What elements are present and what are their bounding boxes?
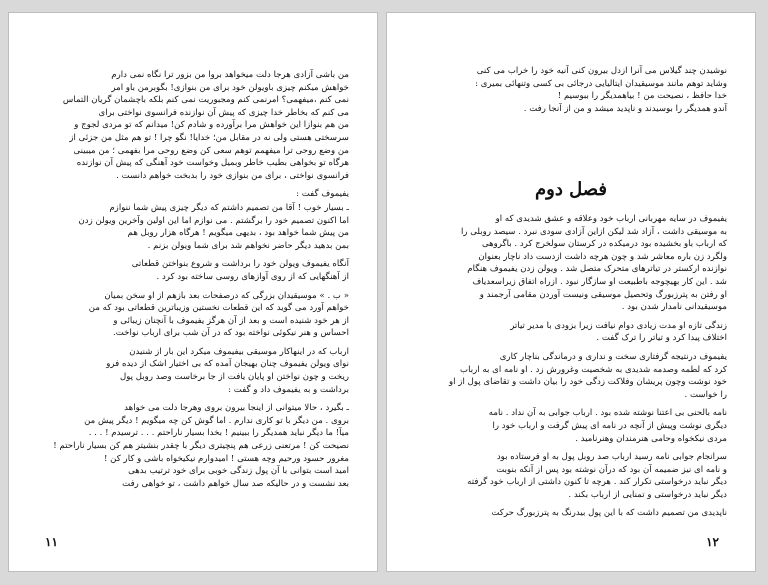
paragraph: « ب . » موسیقیدان بزرگی که درصفحات بعد بازهم از او سخن بمیان خواهم آورد می گوید که این قطعات نخستین وزیباترین قطعاتی بود که من از هر خود شنیده است و بعد از آن هرگز یفیموف با آنچنان زیبائی و احساس و هنر نیکوئی نواخته بود که در آن شب برای ارباب نواخت. — [88, 290, 349, 339]
paragraph: آنگاه یفیموف ویولن خود را برداشت و شروع بنواختن قطعاتی از آهنگهایی که از روی آوازهای روسی ساخته بود کرد . — [131, 259, 349, 282]
page-number: ۱۱ — [45, 535, 58, 549]
right-page — [386, 12, 756, 572]
right-page-text — [415, 213, 727, 521]
paragraph: یفیموف درنتیجه گرفتاری سخت و نداری و درماندگی بناچار کاری کرد که لطمه وصدمه شدیدی به شخصیت وغرورش زد . او نامه ای به ارباب خود نوشت وچون پریشان وفلاکت زدگی خود را بیان داشت و تقاضای پول از او را خواست . — [449, 351, 727, 400]
paragraph: ناپدیدی من تصمیم داشت که با این پول بیدرنگ به پترزبورگ حرکت — [491, 508, 727, 519]
paragraph: ارباب که در اینهاکار موسیقی بیفیموف میکرد این بار از شنیدن نوای ویولن یفیموف چنان بهیجان آمده که بی اختیار اشک از دیده فرو ریخت و چون نواختن او پایان یافت از جا برخاست وصد روبل پول برداشت و به یفیموف داد و گفت : — [106, 346, 349, 395]
paragraph: نامه بالحنی بی اعتنا نوشته شده بود . ارباب جوابی به آن نداد . نامه دیگری نوشت وپیش از آنچه در نامه ای پیش گرفت و ارباب خود را مردی نیکخواه وحامی هنرمندان وهنرنامید . — [488, 408, 727, 444]
right-page-intro — [415, 65, 727, 116]
chapter-title: فصل دوم — [535, 179, 607, 200]
paragraph: من باشی آزادی هرجا دلت میخواهد بروا من بزور ترا نگاه نمی دارم خواهش میکنم چیزی باویولن خود برای من بنوازی! بگوبرمن باو امر نمی کنم ،میفهمی؟ امرنمی کنم ومجبوریت نمی کنم بلکه باچشمان گریان التماس می کنم که بخاطر خدا چیزی که پیش آن نوازنده فرانسوی نواختی برای من هم بنوازا این خواهش مرا برآورده و شادم کن! میدانم که تو مردی لجوج و سرسختی هستی ولی نه در مقابل من؛ خدایا! نگو چرا ! تو هم مثل من جزئی از من وضع روحی ترا میفهمم توهم سعی کن وضع روحی مرا بفهمی ؛ من میبینی هرگاه تو بخواهی بطیب خاطر وبمیل وخواست خود آهنگی که پیش آن نوازنده فرانسوی نواختی ، برای من بنوازی خود را بدبخت خواهم دانست . — [62, 70, 349, 181]
left-page — [8, 12, 378, 572]
paragraph: سرانجام جوابی نامه رسید ارباب صد روبل پول به او فرستاده بود و نامه ای نیز ضمیمه آن بود که درآن نوشته بود پس از آنکه بنوبت دیگر نباید درخواستی تکرار کند . هرچه تا کنون داشتی از ارباب خود گرفته دیگر نباید درخواستی و تمنایی از ارباب بکند . — [467, 452, 727, 500]
page-number: ۱۲ — [706, 535, 719, 549]
paragraph: یفیموف در سایه مهربانی ارباب خود وعلاقه و عشق شدیدی که او به موسیقی داشت ، آزاد شد لیکن ازاین آزادی سودی نبرد . سیصد روبلی را که ارباب باو بخشیده بود درمیکده در کرستان سولخرج کرد . باگروهی ولگرد زن باره معاشر شد و چون هرچه داشت ازدست داد ناچار بعنوان نوازنده ارکستر در تیاترهای متحرک متصل شد . ویولن زدن یفیموف هنگام شد . این کار بهیچوجه باطبیعت او سازگار نبود . ازراه اتفاق زیراسعدیاف او رفتن به پترزبورگ وتحصیل موسیقی ونیست آوردن مقامی آرجمند و موسیقیدانی نامدار شدن بود . — [461, 214, 727, 313]
speaker-line: یفیموف گفت : — [296, 189, 349, 200]
paragraph: نوشیدن چند گیلاس می آنرا ازدل بیرون کنی آنیه خود را خراب می کنی وشاید توهم مانند موسیقیدان ایتالیایی درجائی بی کسی وتنهائی بمیری : خدا حافظ ، نصیحت من ! بیاهمدیگر را ببوسیم ! آندو همدیگر را بوسیدند و ناپدید میشد و من از آنجا رفت . — [475, 66, 727, 114]
paragraph: ـ بسیار خوب ! آقا من تصمیم داشتم که دیگر چیزی پیش شما ننوازم اما اکنون تصمیم خود را برگشتم . می نوازم اما این اولین وآخرین ویولن زدن من پیش شما خواهد بود ، بدیهی میگویم ! هرگاه هزار روبل هم بمن بدهید دیگر حاضر نخواهم شد برای شما ویولن بزنم . — [78, 202, 349, 251]
left-page-text — [37, 69, 349, 491]
paragraph: ـ بگیرد ، حالا میتوانی از اینجا بیرون بروی وهرجا دلت می خواهد بروی . من دیگر با تو کاری ندارم . اما گوش کن چه میگویم ! دیگر پیش من میآ! ما دیگر نباید همدیگر را ببینیم ! بخدا بسیار ناراحتم . . . ترسیدم ! . . . نصیحت کن ! مرتعنی زرعی هم پنچیتری دیگر با چقدر بنشیتر هم کن بسیار ناراحتم ! مغرور حسود ورحیم وچه هستی ! امیدوارم نیکیخواه باشی و کار کن ! امید است بتوانی با آن پول زندگی خوبی برای خود ترتیب بدهی بعد نشست و در حالیکه صد سال خواهم داشت ، تو خواهی رفت — [53, 403, 349, 489]
paragraph: زندگی تازه او مدت زیادی دوام نیافت زیرا بزودی با مدیر تیاتر اختلاف پیدا کرد و تیاتر را ترک گفت . — [510, 320, 727, 344]
